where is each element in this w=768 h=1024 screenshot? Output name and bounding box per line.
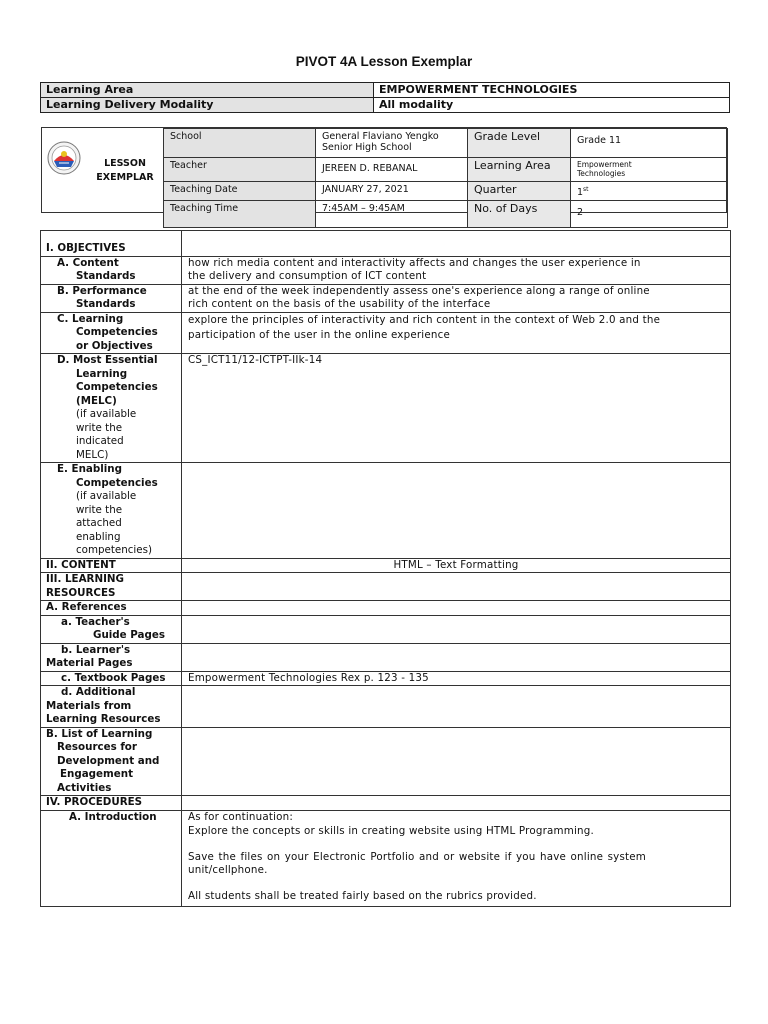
performance-standards-value [182,284,731,312]
school-label: School [164,129,316,158]
textbook-value: Empowerment Technologies Rex p. 123 - 135 [182,671,731,686]
enabling-competencies-label [41,463,182,559]
teachers-guide-label-1: a. Teacher's [61,615,130,628]
page-title: PIVOT 4A Lesson Exemplar [295,54,473,69]
intro-line-2: Explore the concepts or skills in creating website using HTML Programming. [188,825,594,837]
learning-area-label: Learning Area [41,83,374,98]
enabling-label-6: enabling [76,530,121,543]
learning-competencies-label [41,312,182,354]
list-resources-row [41,727,731,796]
teachers-guide-label-2: Guide Pages [93,629,165,641]
info-table [163,128,728,228]
additional-label-2: Materials from [46,699,132,712]
learning-competencies-line-1: explore the principles of interactivity and rich content in the context of Web 2.0 and the [188,313,661,326]
melc-label-4: (MELC) [76,394,117,407]
learning-resources-empty [182,573,731,601]
learning-competencies-line-2: participation of the user in the online experience [188,328,451,341]
introduction-label: A. Introduction [41,810,182,907]
enabling-label-4: write the [76,503,123,516]
lesson-exemplar-label [90,157,160,185]
content-standards-row [41,256,731,284]
school-value [316,129,468,158]
melc-row [41,354,731,463]
melc-label-7: indicated [76,435,124,447]
list-label-3: Development and [57,754,160,767]
school-value-line-2: Senior High School [322,142,412,153]
learning-area-info-label: Learning Area [468,158,571,182]
learners-material-empty [182,643,731,671]
quarter-value [571,182,728,201]
school-value-line-1: General Flaviano Yengko [322,131,439,142]
melc-label-3: Competencies [76,381,158,393]
intro-line-5: All students shall be treated fairly based on the rubrics provided. [188,889,537,902]
learning-competencies-value [182,312,731,354]
learners-material-label-1: b. Learner's [61,643,131,656]
teachers-guide-row [41,615,731,643]
quarter-label: Quarter [468,182,571,201]
performance-standards-line-2: rich content on the basis of the usability of the interface [188,298,491,310]
header-table [40,82,730,113]
days-value: 2 [571,201,728,228]
melc-label-2: Learning [76,367,128,380]
enabling-label-1: E. Enabling [57,463,122,475]
textbook-row [41,671,731,686]
performance-standards-label [41,284,182,312]
learning-area-value-line-1: Empowerment [577,160,632,169]
teaching-time-label: Teaching Time [164,201,316,228]
melc-label [41,354,182,463]
modality-value: All modality [374,98,730,113]
additional-materials-label [41,686,182,728]
logo-cell [42,128,164,212]
learning-resources-row [41,573,731,601]
intro-line-1: As for continuation: [188,810,294,823]
enabling-label-5: attached [76,517,122,529]
enabling-label-3: (if available [76,490,137,502]
melc-label-8: MELC) [76,448,109,461]
list-label-1: B. List of Learning [46,727,153,740]
procedures-row [41,796,731,811]
intro-line-4: unit/cellphone. [188,864,268,876]
lesson-label-line-2: EXEMPLAR [96,172,154,183]
lesson-label-line-1: LESSON [104,158,146,169]
grade-level-label: Grade Level [468,129,571,158]
enabling-competencies-value [182,463,731,559]
quarter-suffix: st [583,186,589,193]
list-label-2: Resources for [57,741,137,753]
procedures-empty [182,796,731,811]
learning-competencies-label-3: or Objectives [76,339,153,352]
melc-value: CS_ICT11/12-ICTPT-IIk-14 [182,354,731,463]
learning-resources-heading-1: III. LEARNING [46,573,125,585]
melc-label-1: D. Most Essential [57,354,158,366]
teachers-guide-label [41,615,182,643]
learning-competencies-label-2: Competencies [76,326,158,338]
list-label-4: Engagement [60,768,134,780]
learning-competencies-label-1: C. Learning [57,312,124,325]
content-heading: II. CONTENT [41,558,182,573]
list-resources-label [41,727,182,796]
melc-label-5: (if available [76,408,137,420]
content-standards-label-1: A. Content [57,256,119,269]
performance-standards-row [41,284,731,312]
references-label: A. References [41,601,182,616]
modality-label: Learning Delivery Modality [41,98,374,113]
list-label-5: Activities [57,781,112,794]
melc-label-6: write the [76,421,123,434]
learning-competencies-row [41,312,731,354]
content-standards-value [182,256,731,284]
content-standards-line-1: how rich media content and interactivity affects and changes the user experience in [188,256,641,269]
quarter-number: 1 [577,187,584,199]
intro-line-3: Save the files on your Electronic Portfolio and or website if you have online system [188,850,647,863]
references-empty [182,601,731,616]
performance-standards-line-1: at the end of the week independently assess one's experience along a range of online [188,284,650,297]
additional-label-1: d. Additional [61,686,136,698]
content-standards-line-2: the delivery and consumption of ICT content [188,270,427,282]
learners-material-label [41,643,182,671]
deped-seal-icon [47,141,81,175]
info-block [41,127,727,219]
teachers-guide-empty [182,615,731,643]
learning-resources-heading [41,573,182,601]
teacher-value: JEREEN D. REBANAL [316,158,468,182]
teacher-label: Teacher [164,158,316,182]
additional-label-3: Learning Resources [46,713,161,725]
performance-standards-label-2: Standards [76,298,136,310]
enabling-competencies-row [41,463,731,559]
learners-material-label-2: Material Pages [46,657,133,669]
objectives-heading: I. OBJECTIVES [41,231,182,257]
days-label: No. of Days [468,201,571,228]
learning-area-value-line-2: Technologies [577,169,626,178]
additional-materials-row [41,686,731,728]
enabling-label-7: competencies) [76,544,152,556]
introduction-row [41,810,731,907]
learning-area-value: EMPOWERMENT TECHNOLOGIES [374,83,730,98]
content-row [41,558,731,573]
content-value: HTML – Text Formatting [182,558,731,573]
objectives-heading-row [41,231,731,257]
teaching-date-value: JANUARY 27, 2021 [316,182,468,201]
learning-area-info-value [571,158,728,182]
list-resources-empty [182,727,731,796]
teaching-time-value: 7:45AM – 9:45AM [316,201,468,228]
objectives-heading-empty [182,231,731,257]
additional-materials-empty [182,686,731,728]
learners-material-row [41,643,731,671]
procedures-heading: IV. PROCEDURES [41,796,182,811]
enabling-label-2: Competencies [76,476,158,489]
introduction-value [182,810,731,907]
lesson-table [40,230,731,907]
content-standards-label-2: Standards [76,270,136,282]
textbook-label: c. Textbook Pages [41,671,182,686]
teaching-date-label: Teaching Date [164,182,316,201]
learning-resources-heading-2: RESOURCES [46,586,116,599]
references-row [41,601,731,616]
grade-level-value: Grade 11 [571,129,728,158]
content-standards-label [41,256,182,284]
performance-standards-label-1: B. Performance [57,284,147,297]
